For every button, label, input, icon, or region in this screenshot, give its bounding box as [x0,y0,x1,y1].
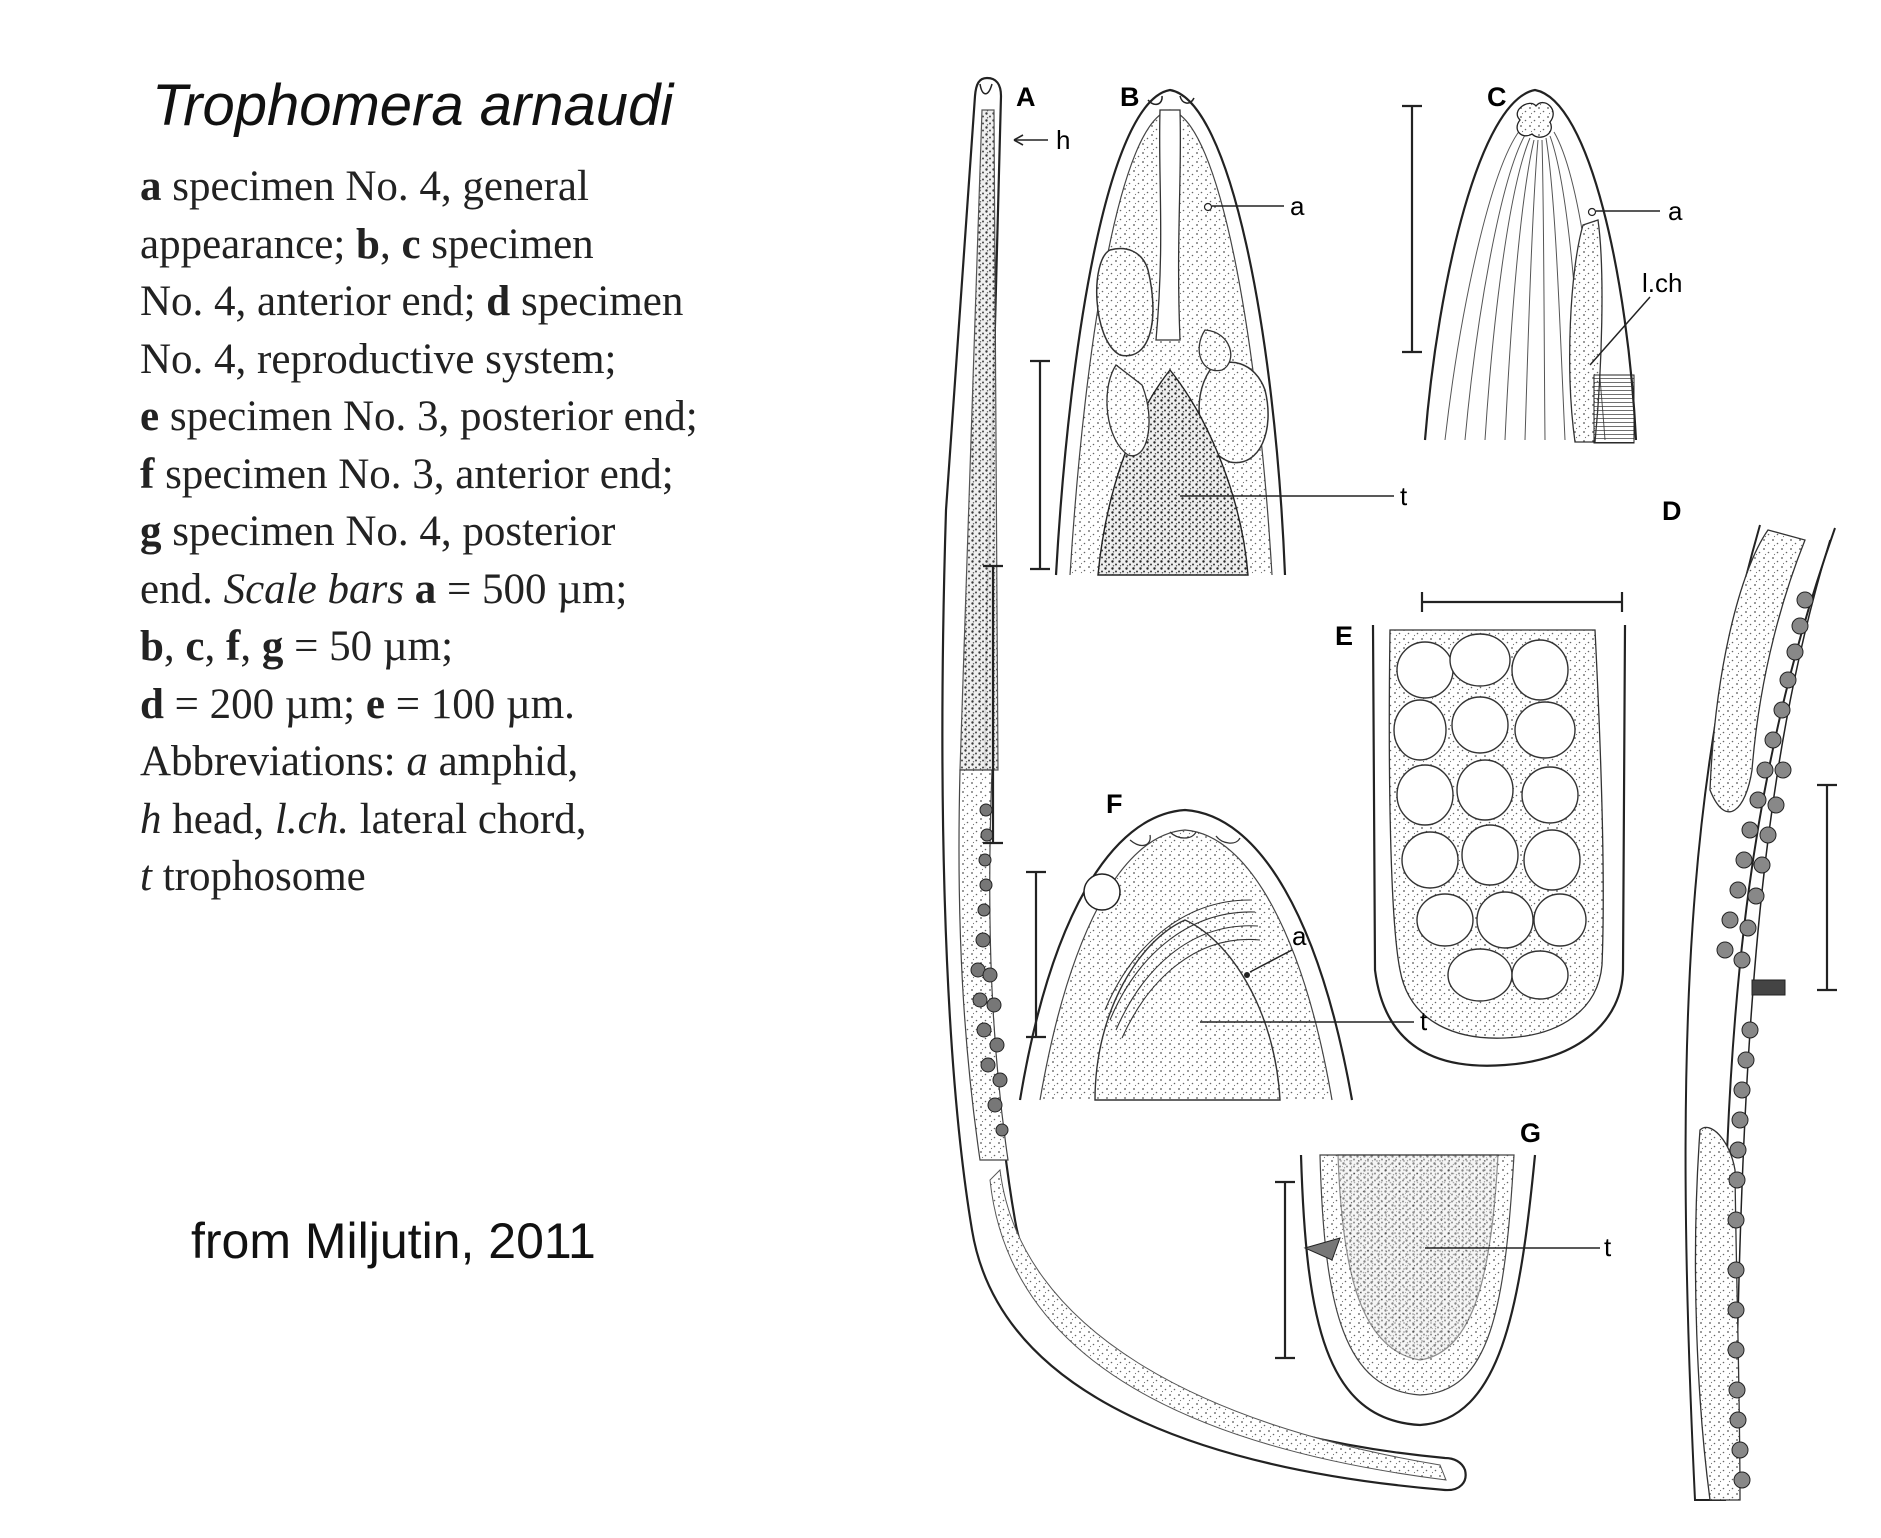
source-citation: from Miljutin, 2011 [191,1213,596,1269]
panel-d-drawing [1686,525,1835,1500]
caption-line [140,388,800,446]
label-b-a: a [1290,191,1305,221]
panel-label-b: B [1120,82,1140,112]
panel-label-d: D [1662,496,1682,526]
caption-run: trophosome [151,853,366,900]
label-f-t: t [1420,1006,1428,1036]
caption-run: h [140,795,162,843]
caption-run: specimen [510,278,684,325]
caption-run: b [140,623,164,670]
caption-run: specimen No. 3, anterior end; [154,450,674,498]
caption-run: , [204,623,227,670]
figure-caption [140,158,800,906]
caption-run: specimen [420,220,594,268]
label-h-arrow [1014,135,1048,145]
caption-run: = 50 µm; [283,623,454,670]
caption-run: , [163,623,186,670]
caption-run: a [406,738,428,785]
panel-label-g: G [1520,1118,1542,1148]
caption-line [140,273,800,331]
label-c-lch: l.ch [1642,268,1683,298]
scale-bar-c [1402,106,1422,352]
caption-line [140,331,800,389]
caption-run: Scale bars [223,565,404,613]
caption-run: g [140,508,162,555]
caption-run: b [356,220,380,268]
caption-run: f [226,623,241,670]
caption-run: amphid, [427,738,579,785]
caption-run: specimen No. 3, posterior end; [159,393,698,440]
label-f-a: a [1292,921,1307,951]
caption-run: appearance; [140,220,357,268]
caption-run: a [140,163,162,210]
caption-run [404,566,415,613]
caption-run: f [140,450,155,498]
caption-run: No. 4, anterior end; [140,278,487,325]
caption-run: No. 4, reproductive system; [140,335,617,383]
caption-line [140,848,800,906]
caption-run: d [486,278,511,325]
caption-run: , [379,220,402,268]
caption-run: , [240,623,262,670]
caption-line [140,733,800,791]
scale-bar-e [1422,592,1622,612]
illustration-plate [880,70,1880,1530]
panel-label-c: C [1487,82,1507,112]
caption-run: specimen No. 4, general [161,163,589,210]
figure-title: Trophomera arnaudi [152,73,674,138]
label-h: h [1056,125,1071,155]
caption-line [140,158,800,216]
caption-run: e [365,680,385,728]
panel-label-a: A [1016,82,1036,112]
caption-run: specimen No. 4, posterior [161,508,616,555]
caption-run: t [140,853,152,900]
panel-c-drawing [1425,90,1636,443]
caption-run: = 500 µm; [436,565,628,613]
caption-run: Abbreviations: [140,738,407,785]
panel-label-f: F [1106,789,1123,819]
caption-run: d [140,680,164,728]
scale-bar-d [1817,785,1837,990]
caption-run: g [261,623,284,670]
panel-b-drawing [1056,90,1285,575]
scale-bar-b [1030,361,1050,569]
caption-line [140,618,800,676]
caption-line [140,561,800,619]
caption-run: a [414,565,437,613]
scale-bar-g [1275,1182,1295,1358]
caption-run: = 200 µm; [163,680,366,728]
caption-line [140,791,800,849]
caption-run: lateral chord, [348,795,587,843]
caption-run: e [140,393,160,440]
label-g-t: t [1604,1232,1612,1262]
caption-line [140,676,800,734]
caption-run: end. [140,565,224,613]
caption-run: = 100 µm. [384,680,575,728]
caption-run: c [401,220,421,268]
panel-g-drawing [1301,1155,1535,1425]
label-c-a: a [1668,196,1683,226]
caption-run: l.ch. [274,795,349,843]
caption-run: head, [161,795,275,843]
caption-run: c [185,623,205,670]
label-b-t: t [1400,481,1408,511]
caption-line [140,216,800,274]
caption-line [140,446,800,504]
panel-f-drawing [1020,810,1352,1100]
caption-line [140,503,800,561]
panel-e-drawing [1373,625,1625,1066]
panel-label-e: E [1335,621,1354,651]
